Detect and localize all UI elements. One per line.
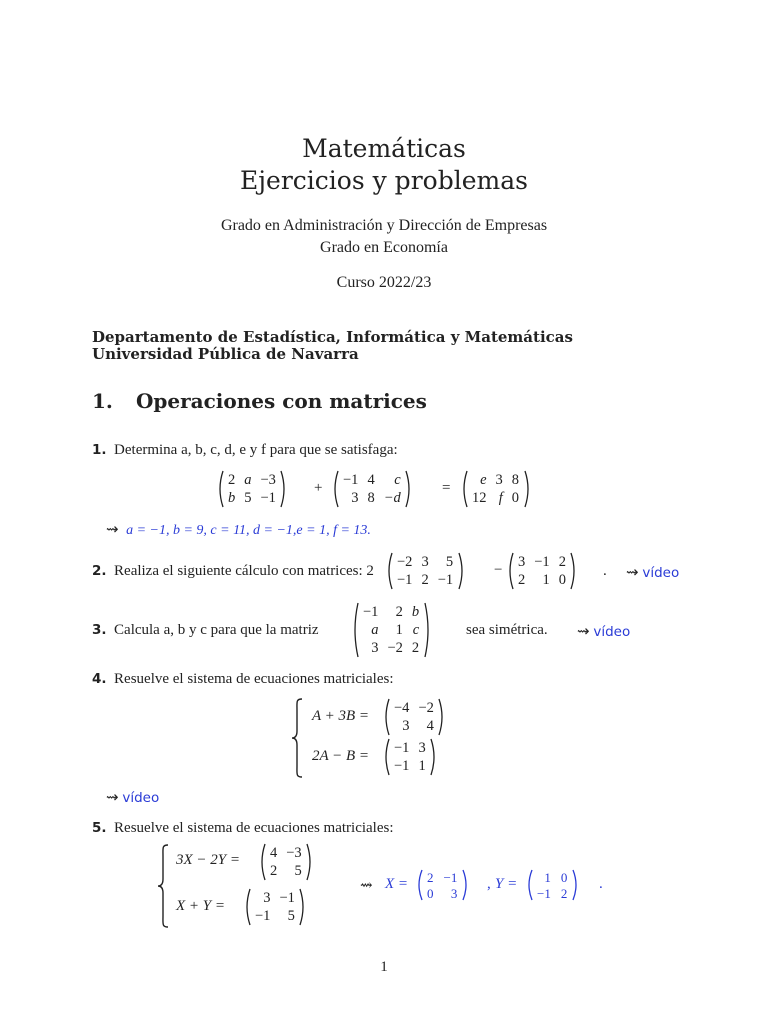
- matrix-entry: 2: [518, 571, 526, 588]
- right-parenthesis: [305, 843, 315, 881]
- period: .: [599, 876, 603, 892]
- left-parenthesis: [242, 888, 252, 926]
- matrix-entry: 1: [395, 621, 403, 638]
- equation-5-1-lhs: 3X − 2Y =: [176, 852, 240, 868]
- matrix-p5-r2: [242, 888, 308, 926]
- right-parenthesis: [298, 888, 308, 926]
- matrix-p4-r2: [381, 738, 439, 776]
- equation-4-2-lhs: 2A − B =: [312, 748, 370, 764]
- problem-1-answer: [106, 520, 371, 539]
- period: .: [603, 563, 607, 579]
- matrix-entries: [267, 843, 305, 881]
- university-name: Universidad Pública de Navarra: [92, 345, 359, 363]
- matrix-entry: 4: [426, 717, 434, 734]
- matrix-entry: −1: [437, 571, 454, 588]
- matrix-p5-x: [414, 869, 470, 901]
- matrix-p5-r1: [257, 843, 315, 881]
- matrix-entry: 5: [244, 489, 252, 506]
- matrix-entry: b: [228, 489, 236, 506]
- matrix-entry: f: [498, 489, 503, 506]
- left-parenthesis: [350, 602, 360, 658]
- problem-2-number: 2.: [92, 563, 107, 579]
- left-parenthesis: [330, 470, 340, 508]
- left-parenthesis: [257, 843, 267, 881]
- left-parenthesis: [459, 470, 469, 508]
- matrix-entry: 2: [270, 862, 278, 879]
- right-parenthesis: [404, 470, 414, 508]
- left-parenthesis: [384, 552, 394, 590]
- comma: ,: [487, 876, 491, 892]
- matrix-entry: −2: [418, 699, 434, 716]
- matrix-entry: 3: [495, 471, 503, 488]
- matrix-entries: [360, 602, 422, 658]
- matrix-p5-y: [524, 869, 580, 901]
- matrix-entries: [469, 470, 522, 508]
- matrix-entry: 3: [371, 639, 379, 656]
- right-parenthesis: [456, 552, 466, 590]
- problem-1-text: Determina a, b, c, d, e y f para que se satisfaga:: [114, 442, 398, 458]
- matrix-entry: c: [412, 621, 420, 638]
- right-parenthesis: [522, 470, 532, 508]
- matrix-entry: 0: [560, 869, 568, 885]
- matrix-entry: −4: [394, 699, 410, 716]
- problem-4-statement: [92, 671, 394, 688]
- matrix-p1-c: [459, 470, 532, 508]
- squiggle-arrow-icon: ⇝: [106, 790, 119, 806]
- left-parenthesis: [381, 698, 391, 736]
- left-parenthesis: [524, 869, 534, 901]
- matrix-entry: −1: [443, 869, 458, 885]
- department-name: Departamento de Estadística, Informática y Matemáticas: [92, 328, 573, 346]
- brace-icon: [290, 698, 304, 778]
- problem-1-statement: [92, 442, 398, 459]
- title-line-2: Ejercicios y problemas: [240, 166, 528, 195]
- matrix-entry: 2: [560, 885, 568, 901]
- matrix-entry: c: [394, 471, 401, 488]
- matrix-entry: −1: [394, 739, 410, 756]
- matrix-entries: [534, 869, 570, 901]
- matrix-entry: 8: [511, 471, 519, 488]
- matrix-p1-a: [215, 470, 289, 508]
- matrix-entry: 2: [427, 869, 434, 885]
- matrix-entry: −1: [537, 885, 551, 901]
- matrix-entry: −d: [383, 489, 401, 506]
- matrix-entry: 1: [542, 571, 550, 588]
- right-parenthesis: [429, 738, 439, 776]
- matrix-entry: a: [371, 621, 379, 638]
- squiggle-arrow-icon: ⇝: [577, 624, 590, 640]
- problem-2-statement: [92, 563, 374, 580]
- degree-economia: Grado en Economía: [320, 239, 448, 256]
- degree-ade: Grado en Administración y Dirección de Empresas: [220, 217, 548, 234]
- problem-3-number: 3.: [92, 622, 107, 638]
- equation-5-2-lhs: X + Y =: [176, 898, 225, 914]
- problem-1-number: 1.: [92, 442, 107, 458]
- problem-3-video: [577, 622, 630, 641]
- page-number: 1: [380, 959, 388, 975]
- matrix-entry: −3: [286, 844, 302, 861]
- matrix-entry: b: [411, 603, 420, 620]
- matrix-entry: e: [480, 471, 487, 488]
- matrix-entry: 3: [518, 553, 526, 570]
- matrix-entry: 2: [395, 603, 403, 620]
- matrix-entries: [225, 470, 279, 508]
- video-link[interactable]: vídeo: [593, 624, 631, 640]
- equals-sign: =: [442, 480, 451, 496]
- matrix-entry: −2: [387, 639, 403, 656]
- matrix-entry: 0: [558, 571, 566, 588]
- problem-3-text-after: sea simétrica.: [466, 622, 548, 638]
- problem-2-text: Realiza el siguiente cálculo con matrices: 2: [114, 563, 374, 579]
- matrix-entry: −1: [394, 757, 410, 774]
- minus-sign: −: [494, 562, 503, 578]
- left-parenthesis: [414, 869, 424, 901]
- matrix-p4-r1: [381, 698, 447, 736]
- matrix-entries: [394, 552, 456, 590]
- squiggle-arrow-icon: ⇝: [360, 876, 373, 894]
- matrix-entry: 1: [418, 757, 426, 774]
- left-parenthesis: [505, 552, 515, 590]
- video-link[interactable]: vídeo: [642, 565, 680, 581]
- matrix-entries: [391, 698, 437, 736]
- squiggle-arrow-icon: ⇝: [106, 522, 119, 538]
- right-parenthesis: [570, 869, 580, 901]
- matrix-entries: [340, 470, 404, 508]
- equation-4-1-lhs: A + 3B =: [312, 708, 370, 724]
- right-parenthesis: [569, 552, 579, 590]
- answer-y-label: Y =: [495, 876, 518, 892]
- matrix-entries: [515, 552, 569, 590]
- left-parenthesis: [215, 470, 225, 508]
- brace-icon: [156, 844, 170, 928]
- section-title: Operaciones con matrices: [136, 389, 427, 413]
- section-heading: [92, 389, 427, 413]
- matrix-entry: 2: [558, 553, 566, 570]
- squiggle-arrow-icon: ⇝: [626, 565, 639, 581]
- matrix-entry: 3: [418, 739, 426, 756]
- matrix-entries: [391, 738, 429, 776]
- problem-5-text: Resuelve el sistema de ecuaciones matriciales:: [114, 820, 394, 836]
- matrix-entry: −1: [255, 907, 271, 924]
- answer-x-label: X =: [385, 876, 409, 892]
- problem-3-statement: [92, 622, 319, 639]
- matrix-entry: −3: [260, 471, 276, 488]
- matrix-entry: 2: [421, 571, 429, 588]
- matrix-entry: 3: [450, 885, 458, 901]
- matrix-entry: 3: [421, 553, 429, 570]
- matrix-entry: 1: [544, 869, 551, 885]
- matrix-entry: 5: [294, 862, 302, 879]
- video-link[interactable]: vídeo: [122, 790, 160, 806]
- problem-4-text: Resuelve el sistema de ecuaciones matriciales:: [114, 671, 394, 687]
- plus-sign: +: [314, 480, 323, 496]
- matrix-entry: 5: [445, 553, 454, 570]
- matrix-entries: [252, 888, 298, 926]
- title-line-1: Matemáticas: [302, 134, 466, 163]
- matrix-entry: 4: [270, 844, 278, 861]
- matrix-entry: 3: [351, 489, 359, 506]
- matrix-entry: −2: [397, 553, 413, 570]
- matrix-entry: 4: [367, 471, 375, 488]
- matrix-entry: 0: [427, 885, 434, 901]
- right-parenthesis: [279, 470, 289, 508]
- course-label: Curso 2022/23: [336, 274, 432, 291]
- problem-4-video: [106, 788, 159, 807]
- section-number: 1.: [92, 389, 113, 413]
- matrix-entry: 12: [472, 489, 487, 506]
- matrix-entry: 3: [402, 717, 410, 734]
- matrix-entries: [424, 869, 460, 901]
- matrix-entry: −1: [279, 889, 295, 906]
- matrix-entry: 0: [511, 489, 519, 506]
- problem-4-number: 4.: [92, 671, 107, 687]
- matrix-entry: −1: [343, 471, 359, 488]
- matrix-entry: 5: [287, 907, 295, 924]
- matrix-entry: −1: [363, 603, 379, 620]
- matrix-p1-b: [330, 470, 414, 508]
- problem-3-text: Calcula a, b y c para que la matriz: [114, 622, 319, 638]
- problem-5-statement: [92, 820, 394, 837]
- problem-1-solution: a = −1, b = 9, c = 11, d = −1,e = 1, f = 13.: [126, 523, 371, 538]
- matrix-entry: 8: [367, 489, 375, 506]
- problem-5-number: 5.: [92, 820, 107, 836]
- matrix-entry: 2: [411, 639, 420, 656]
- matrix-entry: a: [244, 471, 252, 488]
- matrix-entry: −1: [260, 489, 276, 506]
- right-parenthesis: [460, 869, 470, 901]
- right-parenthesis: [422, 602, 432, 658]
- matrix-entry: −1: [534, 553, 550, 570]
- matrix-p2-a: [384, 552, 466, 590]
- right-parenthesis: [437, 698, 447, 736]
- matrix-entry: 2: [228, 471, 236, 488]
- left-parenthesis: [381, 738, 391, 776]
- matrix-p2-b: [505, 552, 579, 590]
- matrix-entry: 3: [263, 889, 271, 906]
- matrix-entry: −1: [397, 571, 413, 588]
- problem-2-video: [626, 563, 679, 582]
- matrix-p3-m: [350, 602, 432, 658]
